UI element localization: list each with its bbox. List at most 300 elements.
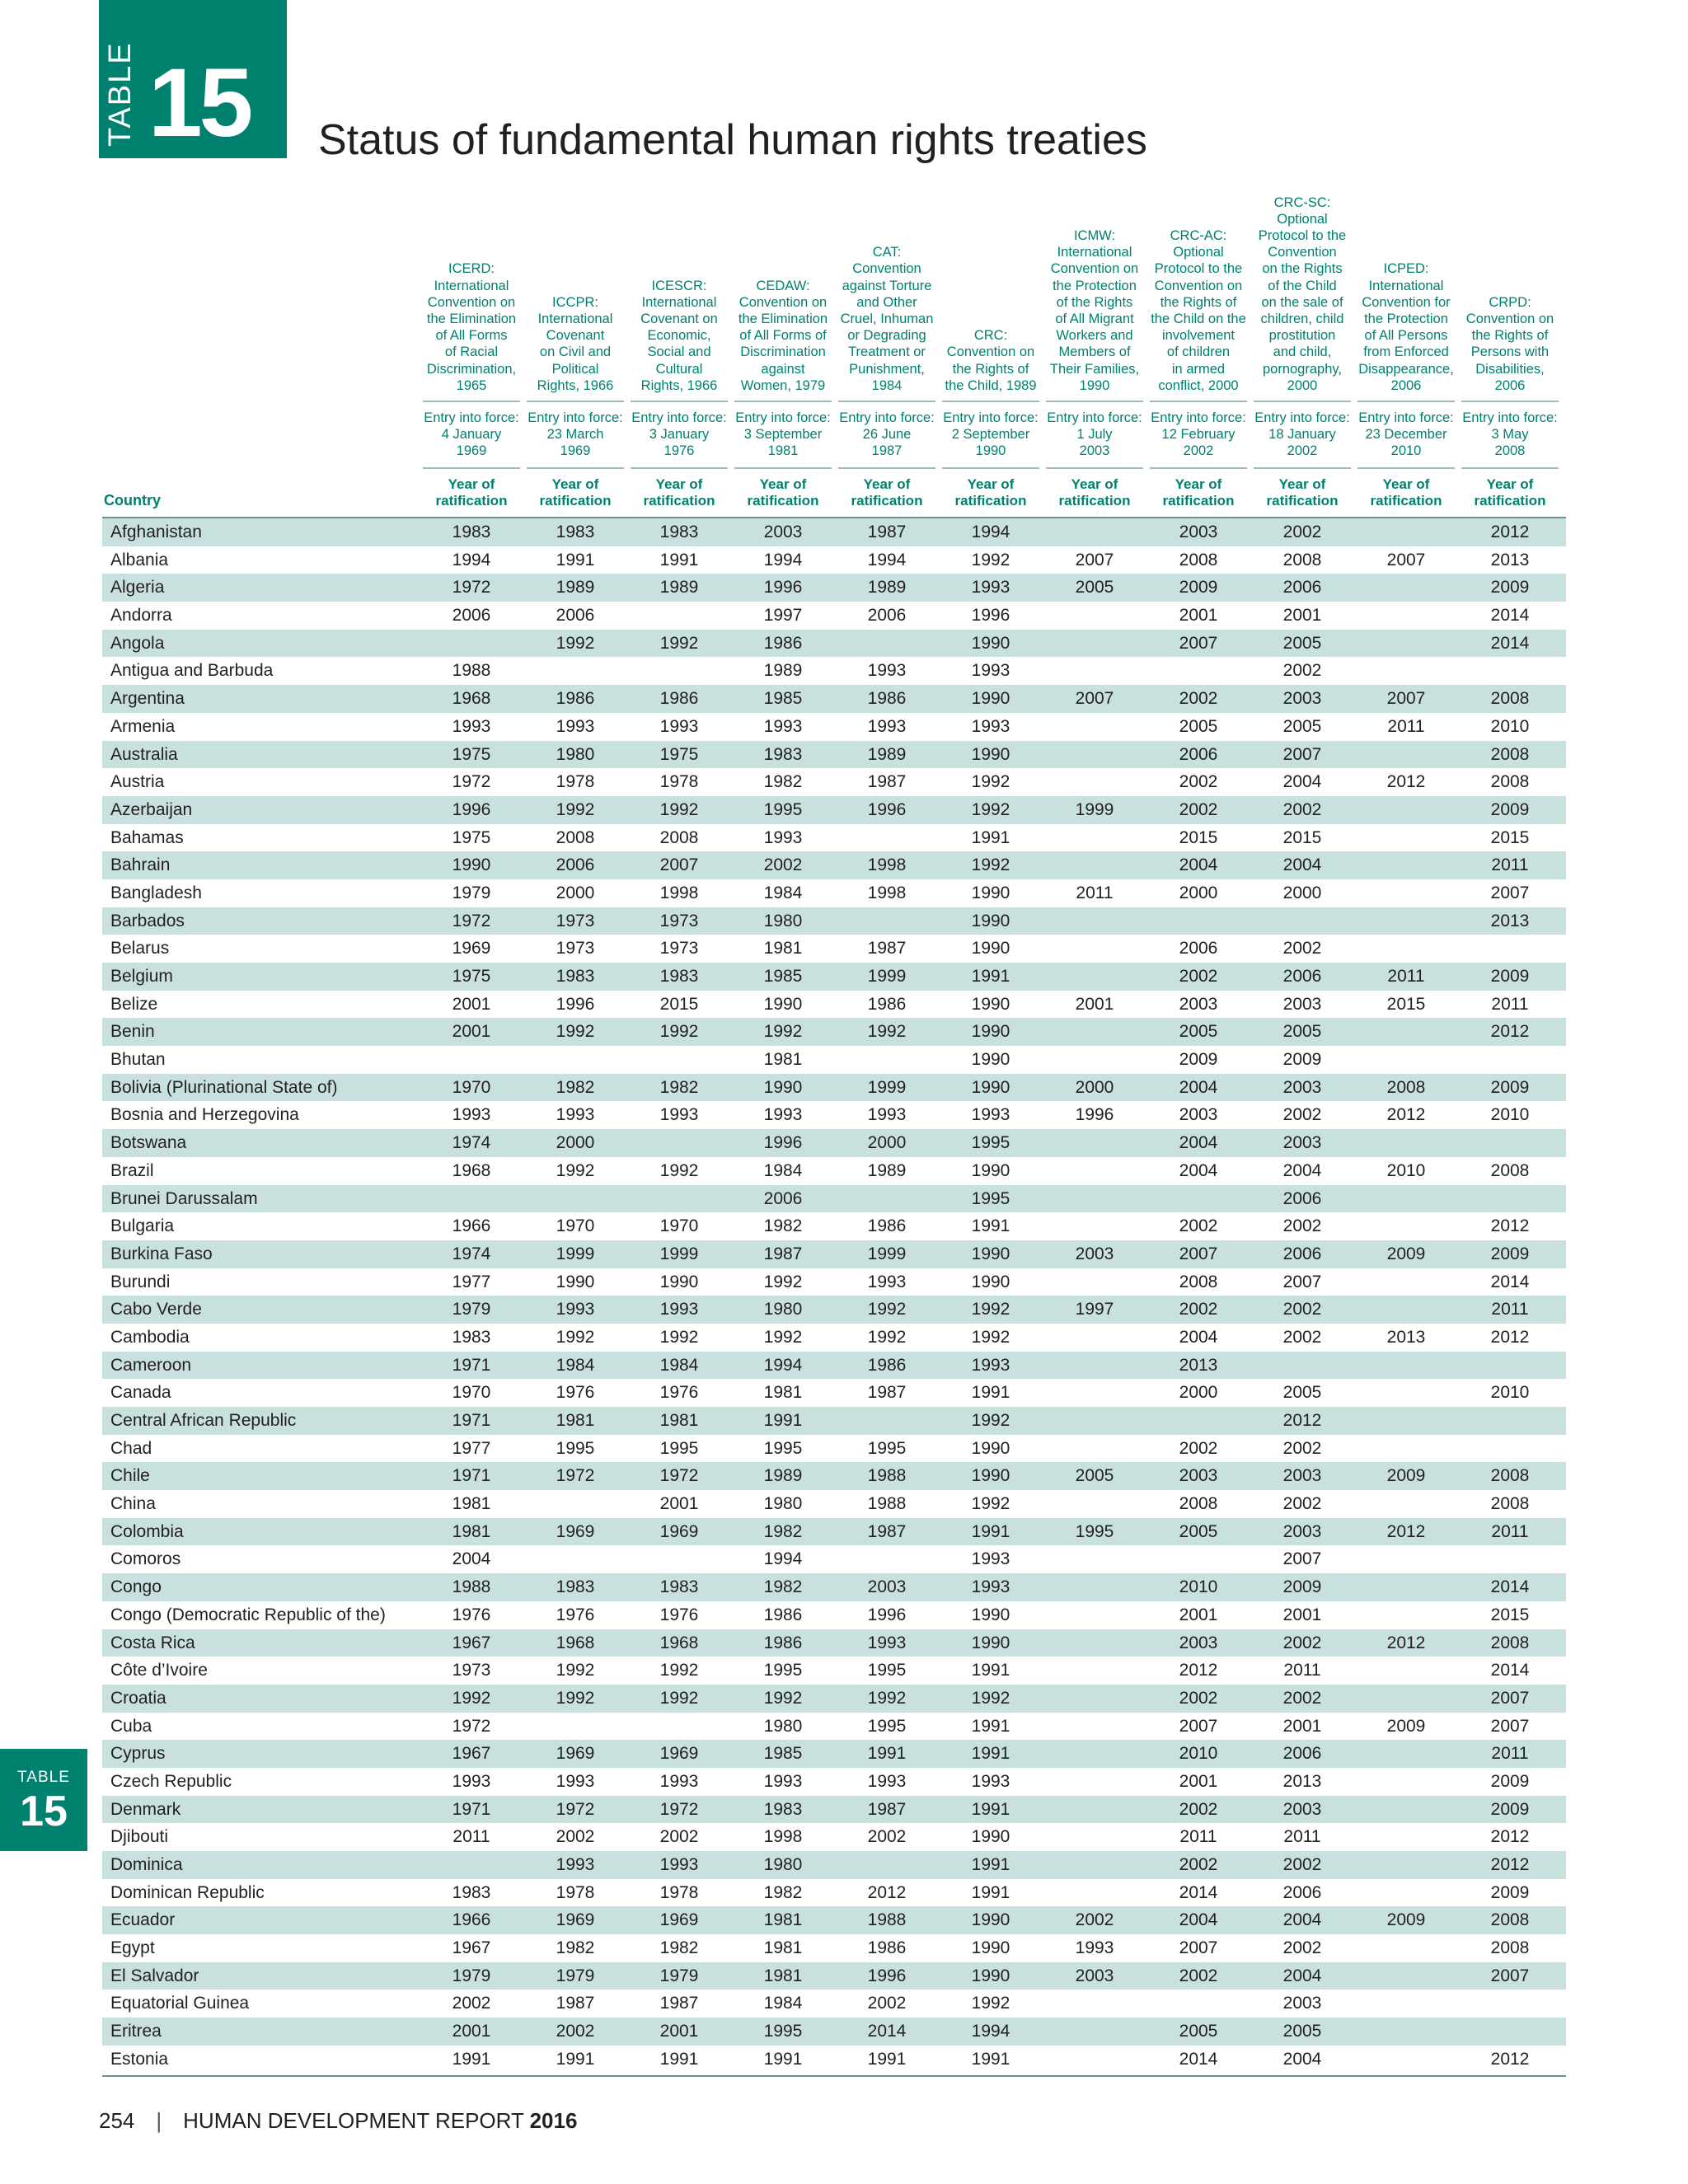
ratification-year-cell: 2012 bbox=[1386, 1105, 1426, 1125]
ratification-year-cell: 2011 bbox=[1491, 1521, 1529, 1541]
country-name: Central African Republic bbox=[110, 1411, 297, 1430]
ratification-year-cell: 1992 bbox=[867, 1300, 907, 1319]
table-row bbox=[102, 518, 1566, 546]
ratification-year-cell: 1996 bbox=[867, 1605, 907, 1624]
ratification-year-cell: 1987 bbox=[867, 939, 907, 958]
table-row bbox=[102, 1185, 1566, 1213]
column-10-entry-into-force: Entry into force: 3 May 2008 bbox=[1462, 410, 1558, 459]
country-name: Bolivia (Plurinational State of) bbox=[110, 1077, 338, 1097]
ratification-year-cell: 2001 bbox=[1282, 606, 1322, 626]
ratification-year-cell: 1987 bbox=[867, 1799, 907, 1819]
ratification-year-cell: 1970 bbox=[452, 1077, 491, 1097]
column-9-description bbox=[1356, 194, 1456, 394]
ratification-year-cell: 2003 bbox=[1282, 689, 1322, 709]
ratification-year-cell: 1985 bbox=[763, 1744, 803, 1764]
table-row bbox=[102, 1240, 1566, 1268]
ratification-year-cell: 2015 bbox=[1490, 827, 1530, 847]
ratification-year-cell: 2012 bbox=[867, 1882, 907, 1902]
ratification-year-cell: 2009 bbox=[1490, 1799, 1530, 1819]
ratification-year-cell: 1993 bbox=[971, 578, 1010, 598]
ratification-year-cell: 1991 bbox=[556, 550, 595, 569]
ratification-year-cell: 1976 bbox=[659, 1605, 699, 1624]
page-footer bbox=[99, 2108, 577, 2134]
ratification-year-cell: 1977 bbox=[452, 1438, 491, 1458]
ratification-year-cell: 2002 bbox=[1282, 1105, 1322, 1125]
ratification-year-cell: 1972 bbox=[452, 1716, 491, 1736]
ratification-year-cell: 2014 bbox=[1490, 1661, 1530, 1680]
ratification-year-cell: 1997 bbox=[1075, 1300, 1114, 1319]
ratification-year-cell: 2012 bbox=[1490, 1327, 1530, 1347]
ratification-year-cell: 1973 bbox=[452, 1661, 491, 1680]
ratification-year-cell: 1990 bbox=[971, 1022, 1010, 1042]
ratification-year-cell: 2015 bbox=[1282, 827, 1322, 847]
page-title: Status of fundamental human rights treaties bbox=[318, 116, 1147, 164]
ratification-year-cell: 2006 bbox=[556, 855, 595, 875]
ratification-year-cell: 1967 bbox=[452, 1938, 491, 1958]
ratification-year-cell: 1995 bbox=[867, 1661, 907, 1680]
ratification-year-cell: 1990 bbox=[971, 1605, 1010, 1624]
country-name: Egypt bbox=[110, 1938, 155, 1958]
column-7-entry-into-force: Entry into force: 12 February 2002 bbox=[1151, 410, 1246, 459]
ratification-year-cell: 2011 bbox=[1387, 716, 1425, 736]
ratification-year-cell: 1994 bbox=[763, 550, 803, 569]
ratification-year-cell: 1990 bbox=[971, 1272, 1010, 1291]
ratification-year-cell: 2002 bbox=[1179, 689, 1218, 709]
ratification-year-cell: 1991 bbox=[452, 2049, 491, 2069]
ratification-year-cell: 1986 bbox=[867, 1938, 907, 1958]
ratification-year-cell: 1992 bbox=[867, 1688, 907, 1708]
ratification-year-cell: 1995 bbox=[659, 1438, 699, 1458]
table-row bbox=[102, 1018, 1566, 1046]
table-row bbox=[102, 1545, 1566, 1573]
ratification-year-cell: 1972 bbox=[659, 1466, 699, 1486]
ratification-year-cell: 2005 bbox=[1179, 2022, 1218, 2041]
country-name: Bulgaria bbox=[110, 1216, 175, 1236]
ratification-year-cell: 2002 bbox=[1282, 523, 1322, 541]
ratification-year-cell: 2000 bbox=[1282, 883, 1322, 902]
ratification-year-cell: 1990 bbox=[971, 1077, 1010, 1097]
ratification-year-cell: 2002 bbox=[1282, 1300, 1322, 1319]
ratification-year-cell: 1996 bbox=[452, 799, 491, 819]
ratification-year-cell: 1970 bbox=[659, 1216, 699, 1236]
ratification-year-cell: 1990 bbox=[971, 1910, 1010, 1930]
ratification-year-cell: 1971 bbox=[452, 1411, 491, 1430]
column-0-year-label: Year of ratification bbox=[435, 476, 508, 509]
table-row bbox=[102, 1906, 1566, 1934]
ratification-year-cell: 1989 bbox=[867, 744, 907, 764]
column-rule bbox=[734, 467, 832, 469]
ratification-year-cell: 2002 bbox=[556, 2022, 595, 2041]
ratification-year-cell: 2012 bbox=[1490, 1855, 1530, 1874]
ratification-year-cell: 2007 bbox=[1179, 1244, 1218, 1263]
column-2-description bbox=[629, 194, 729, 394]
ratification-year-cell: 2004 bbox=[1282, 1966, 1322, 1985]
ratification-year-cell: 1991 bbox=[971, 1521, 1010, 1541]
ratification-year-cell: 1992 bbox=[659, 1022, 699, 1042]
column-description-text: CAT: Convention against Torture and Other Cruel, Inhuman or Degrading Treatment or Punishment, 1984 bbox=[840, 245, 934, 393]
ratification-year-cell: 1969 bbox=[659, 1744, 699, 1764]
column-8-description bbox=[1252, 194, 1353, 394]
ratification-year-cell: 2014 bbox=[867, 2022, 907, 2041]
ratification-year-cell: 2001 bbox=[659, 1494, 699, 1514]
ratification-year-cell: 2004 bbox=[452, 1549, 491, 1569]
ratification-year-cell: 2006 bbox=[1282, 967, 1322, 986]
ratification-year-cell: 2002 bbox=[1282, 1633, 1322, 1652]
ratification-year-cell: 2006 bbox=[452, 606, 491, 626]
country-name: Congo bbox=[110, 1577, 162, 1597]
ratification-year-cell: 1995 bbox=[867, 1438, 907, 1458]
ratification-year-cell: 2010 bbox=[1490, 1383, 1530, 1403]
ratification-year-cell: 1995 bbox=[867, 1716, 907, 1736]
ratification-year-cell: 1980 bbox=[763, 1300, 803, 1319]
column-8-year-label: Year of ratification bbox=[1266, 476, 1339, 509]
ratification-year-cell: 2009 bbox=[1490, 799, 1530, 819]
ratification-year-cell: 1987 bbox=[867, 1521, 907, 1541]
column-0-description bbox=[421, 194, 522, 394]
ratification-year-cell: 1990 bbox=[971, 911, 1010, 930]
ratification-year-cell: 2007 bbox=[1179, 633, 1218, 653]
ratification-year-cell: 1968 bbox=[556, 1633, 595, 1652]
ratification-year-cell: 2007 bbox=[1490, 1688, 1530, 1708]
ratification-year-cell: 1993 bbox=[763, 716, 803, 736]
ratification-year-cell: 2001 bbox=[452, 994, 491, 1014]
column-5-year-label: Year of ratification bbox=[954, 476, 1027, 509]
ratification-year-cell: 2012 bbox=[1386, 772, 1426, 792]
ratification-year-cell: 1993 bbox=[867, 716, 907, 736]
ratification-year-cell: 1999 bbox=[1075, 799, 1114, 819]
ratification-year-cell: 2009 bbox=[1386, 1244, 1426, 1263]
column-rule bbox=[1254, 467, 1351, 469]
ratification-year-cell: 1992 bbox=[971, 1327, 1010, 1347]
country-column-header: Country bbox=[104, 492, 161, 509]
ratification-year-cell: 1987 bbox=[867, 523, 907, 541]
table-badge-number: 15 bbox=[148, 49, 251, 157]
ratification-year-cell: 2006 bbox=[763, 1188, 803, 1208]
ratification-year-cell: 1993 bbox=[556, 1771, 595, 1791]
ratification-year-cell: 2014 bbox=[1490, 606, 1530, 626]
table-row bbox=[102, 824, 1566, 852]
column-9-year-label: Year of ratification bbox=[1370, 476, 1442, 509]
ratification-year-cell: 2001 bbox=[1282, 1605, 1322, 1624]
ratification-year-cell: 1983 bbox=[556, 523, 595, 541]
ratification-year-cell: 1993 bbox=[971, 1577, 1010, 1597]
ratification-year-cell: 2010 bbox=[1490, 1105, 1530, 1125]
ratification-year-cell: 1981 bbox=[763, 1910, 803, 1930]
ratification-year-cell: 1992 bbox=[971, 1494, 1010, 1514]
ratification-year-cell: 2010 bbox=[1386, 1160, 1426, 1180]
ratification-year-cell: 1970 bbox=[556, 1216, 595, 1236]
ratification-year-cell: 2015 bbox=[1490, 1605, 1530, 1624]
column-description-text: ICCPR: International Covenant on Civil and Political Rights, 1966 bbox=[537, 294, 614, 393]
ratification-year-cell: 2008 bbox=[1490, 1160, 1530, 1180]
ratification-year-cell: 2002 bbox=[1179, 1216, 1218, 1236]
ratification-year-cell: 1972 bbox=[556, 1799, 595, 1819]
ratification-year-cell: 1969 bbox=[556, 1744, 595, 1764]
ratification-year-cell: 2002 bbox=[1179, 1688, 1218, 1708]
ratification-year-cell: 1989 bbox=[763, 661, 803, 681]
ratification-year-cell: 2007 bbox=[1282, 1272, 1322, 1291]
column-rule bbox=[1150, 467, 1247, 469]
ratification-year-cell: 2010 bbox=[1490, 716, 1530, 736]
column-5-entry-into-force: Entry into force: 2 September 1990 bbox=[943, 410, 1039, 459]
country-name: Estonia bbox=[110, 2049, 169, 2069]
ratification-year-cell: 2013 bbox=[1179, 1355, 1218, 1375]
ratification-year-cell: 2013 bbox=[1490, 550, 1530, 569]
ratification-year-cell: 1990 bbox=[971, 1633, 1010, 1652]
ratification-year-cell: 1990 bbox=[971, 1938, 1010, 1958]
ratification-year-cell: 1984 bbox=[763, 1160, 803, 1180]
country-name: Cambodia bbox=[110, 1327, 190, 1347]
ratification-year-cell: 1991 bbox=[763, 1411, 803, 1430]
column-rule bbox=[1357, 401, 1455, 402]
ratification-year-cell: 1987 bbox=[556, 1994, 595, 2013]
ratification-year-cell: 1998 bbox=[867, 855, 907, 875]
ratification-year-cell: 1990 bbox=[971, 994, 1010, 1014]
country-name: Armenia bbox=[110, 716, 176, 736]
ratification-year-cell: 2000 bbox=[867, 1133, 907, 1153]
ratification-year-cell: 1990 bbox=[971, 1466, 1010, 1486]
ratification-year-cell: 2012 bbox=[1386, 1633, 1426, 1652]
ratification-year-cell: 1996 bbox=[867, 799, 907, 819]
country-name: Dominica bbox=[110, 1855, 183, 1874]
ratification-year-cell: 2002 bbox=[1282, 1855, 1322, 1874]
ratification-year-cell: 1966 bbox=[452, 1910, 491, 1930]
ratification-year-cell: 1992 bbox=[556, 633, 595, 653]
table-row bbox=[102, 1629, 1566, 1657]
ratification-year-cell: 2009 bbox=[1282, 1050, 1322, 1070]
ratification-year-cell: 1987 bbox=[867, 772, 907, 792]
ratification-year-cell: 2003 bbox=[1282, 1466, 1322, 1486]
ratification-year-cell: 1978 bbox=[659, 772, 699, 792]
ratification-year-cell: 1985 bbox=[763, 689, 803, 709]
column-rule bbox=[1461, 401, 1559, 402]
ratification-year-cell: 1991 bbox=[971, 1216, 1010, 1236]
ratification-year-cell: 1996 bbox=[763, 578, 803, 598]
ratification-year-cell: 2015 bbox=[1386, 994, 1426, 1014]
column-9-entry-into-force: Entry into force: 23 December 2010 bbox=[1358, 410, 1454, 459]
ratification-year-cell: 1993 bbox=[452, 1771, 491, 1791]
ratification-year-cell: 1984 bbox=[659, 1355, 699, 1375]
table-row bbox=[102, 2046, 1566, 2074]
ratification-year-cell: 1992 bbox=[971, 550, 1010, 569]
ratification-year-cell: 1981 bbox=[763, 1050, 803, 1070]
ratification-year-cell: 1993 bbox=[867, 1771, 907, 1791]
country-name: Andorra bbox=[110, 606, 172, 626]
ratification-year-cell: 2014 bbox=[1179, 1882, 1218, 1902]
country-name: Congo (Democratic Republic of the) bbox=[110, 1605, 386, 1624]
ratification-year-cell: 2003 bbox=[1282, 1077, 1322, 1097]
ratification-year-cell: 1980 bbox=[763, 911, 803, 930]
ratification-year-cell: 1978 bbox=[659, 1882, 699, 1902]
ratification-year-cell: 1987 bbox=[659, 1994, 699, 2013]
ratification-year-cell: 1989 bbox=[763, 1466, 803, 1486]
ratification-year-cell: 2011 bbox=[1179, 1827, 1217, 1847]
footer-separator: | bbox=[156, 2108, 162, 2133]
table-row bbox=[102, 1101, 1566, 1129]
ratification-year-cell: 2007 bbox=[659, 855, 699, 875]
ratification-year-cell: 1980 bbox=[763, 1855, 803, 1874]
ratification-year-cell: 1976 bbox=[659, 1383, 699, 1403]
ratification-year-cell: 2009 bbox=[1490, 1771, 1530, 1791]
ratification-year-cell: 1993 bbox=[1075, 1938, 1114, 1958]
column-2-entry-into-force: Entry into force: 3 January 1976 bbox=[631, 410, 727, 459]
ratification-year-cell: 2008 bbox=[1490, 689, 1530, 709]
country-name: Bosnia and Herzegovina bbox=[110, 1105, 299, 1125]
ratification-year-cell: 2001 bbox=[1179, 1771, 1218, 1791]
ratification-year-cell: 2002 bbox=[1179, 1855, 1218, 1874]
ratification-year-cell: 1982 bbox=[556, 1077, 595, 1097]
country-name: Argentina bbox=[110, 689, 185, 709]
ratification-year-cell: 2006 bbox=[1179, 744, 1218, 764]
ratification-year-cell: 1992 bbox=[659, 799, 699, 819]
table-row bbox=[102, 2018, 1566, 2046]
ratification-year-cell: 1993 bbox=[867, 1633, 907, 1652]
ratification-year-cell: 1986 bbox=[763, 1605, 803, 1624]
ratification-year-cell: 1988 bbox=[867, 1466, 907, 1486]
ratification-year-cell: 2003 bbox=[1179, 523, 1218, 541]
ratification-year-cell: 1972 bbox=[452, 772, 491, 792]
ratification-year-cell: 1980 bbox=[763, 1494, 803, 1514]
ratification-year-cell: 2008 bbox=[556, 827, 595, 847]
ratification-year-cell: 1990 bbox=[971, 1244, 1010, 1263]
ratification-year-cell: 1976 bbox=[556, 1605, 595, 1624]
ratification-year-cell: 1995 bbox=[971, 1188, 1010, 1208]
ratification-year-cell: 2004 bbox=[1282, 1160, 1322, 1180]
ratification-year-cell: 1973 bbox=[659, 939, 699, 958]
table-row bbox=[102, 879, 1566, 907]
ratification-year-cell: 1979 bbox=[452, 1966, 491, 1985]
ratification-year-cell: 2008 bbox=[1490, 772, 1530, 792]
country-name: Cuba bbox=[110, 1716, 152, 1736]
ratification-year-cell: 2013 bbox=[1282, 1771, 1322, 1791]
table-row bbox=[102, 1740, 1566, 1768]
column-rule bbox=[942, 467, 1039, 469]
ratification-year-cell: 1969 bbox=[659, 1521, 699, 1541]
ratification-year-cell: 2010 bbox=[1179, 1577, 1218, 1597]
ratification-year-cell: 2010 bbox=[1179, 1744, 1218, 1764]
ratification-year-cell: 1995 bbox=[763, 1438, 803, 1458]
ratification-year-cell: 2011 bbox=[1491, 1300, 1529, 1319]
table-row bbox=[102, 1518, 1566, 1546]
country-name: Bangladesh bbox=[110, 883, 202, 902]
column-rule bbox=[631, 467, 728, 469]
ratification-year-cell: 1983 bbox=[763, 744, 803, 764]
ratification-year-cell: 2008 bbox=[1179, 550, 1218, 569]
table-row bbox=[102, 1685, 1566, 1713]
ratification-year-cell: 1991 bbox=[971, 1744, 1010, 1764]
ratification-year-cell: 1994 bbox=[971, 2022, 1010, 2041]
ratification-year-cell: 1983 bbox=[452, 523, 491, 541]
ratification-year-cell: 1985 bbox=[763, 967, 803, 986]
table-row bbox=[102, 741, 1566, 769]
ratification-year-cell: 1971 bbox=[452, 1799, 491, 1819]
column-rule bbox=[527, 467, 624, 469]
column-5-description bbox=[940, 194, 1041, 394]
ratification-year-cell: 2004 bbox=[1179, 1910, 1218, 1930]
ratification-year-cell: 1996 bbox=[867, 1966, 907, 1985]
ratification-year-cell: 1991 bbox=[556, 2049, 595, 2069]
ratification-year-cell: 2011 bbox=[1387, 967, 1425, 986]
ratification-year-cell: 2012 bbox=[1282, 1411, 1322, 1430]
ratification-year-cell: 2009 bbox=[1490, 578, 1530, 598]
ratification-year-cell: 1990 bbox=[971, 1827, 1010, 1847]
ratification-year-cell: 2011 bbox=[452, 1827, 490, 1847]
ratification-year-cell: 1983 bbox=[556, 967, 595, 986]
ratification-year-cell: 2004 bbox=[1179, 1160, 1218, 1180]
ratification-year-cell: 1973 bbox=[556, 939, 595, 958]
column-rule bbox=[631, 401, 728, 402]
column-1-entry-into-force: Entry into force: 23 March 1969 bbox=[528, 410, 623, 459]
column-rule bbox=[838, 401, 935, 402]
ratification-year-cell: 2013 bbox=[1386, 1327, 1426, 1347]
ratification-year-cell: 1993 bbox=[556, 1855, 595, 1874]
ratification-year-cell: 1989 bbox=[867, 1160, 907, 1180]
column-rule bbox=[838, 467, 935, 469]
ratification-year-cell: 1998 bbox=[659, 883, 699, 902]
ratification-year-cell: 1991 bbox=[971, 1716, 1010, 1736]
ratification-year-cell: 1982 bbox=[763, 1882, 803, 1902]
ratification-year-cell: 1968 bbox=[452, 689, 491, 709]
column-description-text: ICESCR: International Covenant on Economic, Social and Cultural Rights, 1966 bbox=[640, 278, 718, 393]
ratification-year-cell: 1986 bbox=[659, 689, 699, 709]
country-name: Bhutan bbox=[110, 1050, 166, 1070]
ratification-year-cell: 1982 bbox=[763, 1577, 803, 1597]
column-10-year-label: Year of ratification bbox=[1474, 476, 1546, 509]
ratification-year-cell: 2002 bbox=[1282, 1216, 1322, 1236]
ratification-year-cell: 1975 bbox=[452, 827, 491, 847]
ratification-year-cell: 1993 bbox=[659, 1105, 699, 1125]
ratification-year-cell: 2008 bbox=[659, 827, 699, 847]
country-name: Colombia bbox=[110, 1521, 184, 1541]
ratification-year-cell: 1978 bbox=[556, 1882, 595, 1902]
ratification-year-cell: 2013 bbox=[1490, 911, 1530, 930]
country-name: Dominican Republic bbox=[110, 1882, 265, 1902]
ratification-year-cell: 1999 bbox=[867, 1077, 907, 1097]
table-row bbox=[102, 1573, 1566, 1601]
ratification-year-cell: 1992 bbox=[867, 1327, 907, 1347]
ratification-year-cell: 2006 bbox=[1282, 1882, 1322, 1902]
ratification-year-cell: 2003 bbox=[1282, 1133, 1322, 1153]
ratification-year-cell: 1979 bbox=[659, 1966, 699, 1985]
ratification-year-cell: 1984 bbox=[763, 883, 803, 902]
ratification-year-cell: 1976 bbox=[452, 1605, 491, 1624]
column-4-entry-into-force: Entry into force: 26 June 1987 bbox=[839, 410, 935, 459]
country-name: Algeria bbox=[110, 578, 165, 598]
report-year: 2016 bbox=[529, 2108, 578, 2133]
ratification-year-cell: 1982 bbox=[659, 1938, 699, 1958]
ratification-year-cell: 1984 bbox=[763, 1994, 803, 2013]
ratification-year-cell: 2005 bbox=[1179, 1521, 1218, 1541]
ratification-year-cell: 1992 bbox=[971, 1994, 1010, 2013]
ratification-year-cell: 2002 bbox=[1282, 661, 1322, 681]
column-1-description bbox=[525, 194, 626, 394]
ratification-year-cell: 1987 bbox=[763, 1244, 803, 1263]
ratification-year-cell: 1992 bbox=[556, 1022, 595, 1042]
ratification-year-cell: 1981 bbox=[556, 1411, 595, 1430]
column-rule bbox=[423, 401, 520, 402]
ratification-year-cell: 1995 bbox=[763, 1661, 803, 1680]
ratification-year-cell: 1992 bbox=[556, 1327, 595, 1347]
table-row bbox=[102, 1962, 1566, 1990]
ratification-year-cell: 1990 bbox=[971, 1050, 1010, 1070]
ratification-year-cell: 1993 bbox=[867, 1272, 907, 1291]
ratification-year-cell: 1994 bbox=[971, 523, 1010, 541]
ratification-year-cell: 1987 bbox=[867, 1383, 907, 1403]
ratification-year-cell: 2002 bbox=[1282, 1938, 1322, 1958]
ratification-year-cell: 2012 bbox=[1386, 1521, 1426, 1541]
ratification-year-cell: 2008 bbox=[1490, 1910, 1530, 1930]
ratification-year-cell: 2003 bbox=[1179, 994, 1218, 1014]
